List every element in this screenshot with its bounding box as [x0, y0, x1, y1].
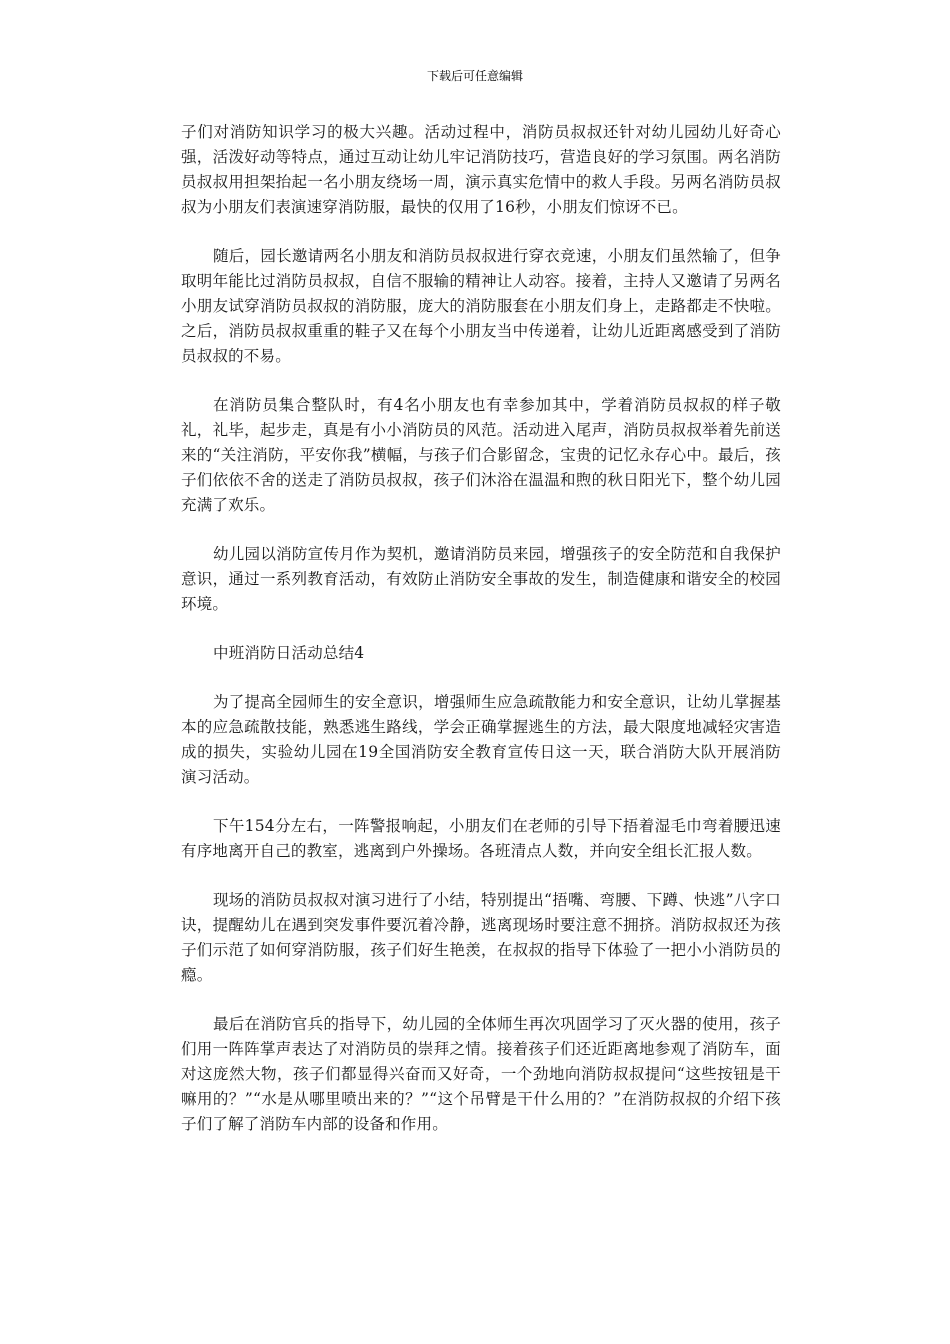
paragraph-8: 最后在消防官兵的指导下，幼儿园的全体师生再次巩固学习了灭火器的使用，孩子们用一阵阵掌声表达了对消防员的崇拜之情。接着孩子们还近距离地参观了消防车，面对这庞然大物，孩子们都显得兴奋而又好奇，一个劲地向消防叔叔提问“这些按钮是干嘛用的？”“水是从哪里喷出来的？”“这个吊臂是干什么用的？”在消防叔叔的介绍下孩子们了解了消防车内部的设备和作用。: [181, 1015, 781, 1133]
paragraph-2: 随后，园长邀请两名小朋友和消防员叔叔进行穿衣竞速，小朋友们虽然输了，但争取明年能比过消防员叔叔，自信不服输的精神让人动容。接着，主持人又邀请了另两名小朋友试穿消防员叔叔的消防服，庞大的消防服套在小朋友们身上，走路都走不快啦。之后，消防员叔叔重重的鞋子又在每个小朋友当中传递着，让幼儿近距离感受到了消防员叔叔的不易。: [181, 247, 781, 365]
paragraph-4: 幼儿园以消防宣传月作为契机，邀请消防员来园，增强孩子的安全防范和自我保护意识，通过一系列教育活动，有效防止消防安全事故的发生，制造健康和谐安全的校园环境。: [181, 545, 781, 613]
paragraph-6: 下午154分左右，一阵警报响起，小朋友们在老师的引导下捂着湿毛巾弯着腰迅速有序地离开自己的教室，逃离到户外操场。各班清点人数，并向安全组长汇报人数。: [181, 817, 781, 860]
document-body: [181, 120, 781, 1161]
download-note: 下载后可任意编辑: [426, 69, 523, 83]
section-heading: 中班消防日活动总结4: [213, 644, 365, 662]
paragraph-1: 子们对消防知识学习的极大兴趣。活动过程中，消防员叔叔还针对幼儿园幼儿好奇心强，活泼好动等特点，通过互动让幼儿牢记消防技巧，营造良好的学习氛围。两名消防员叔叔用担架抬起一名小朋友绕场一周，演示真实危情中的救人手段。另两名消防员叔叔为小朋友们表演速穿消防服，最快的仅用了16秒，小朋友们惊讶不已。: [181, 123, 781, 216]
paragraph-5: 为了提高全园师生的安全意识，增强师生应急疏散能力和安全意识，让幼儿掌握基本的应急疏散技能，熟悉逃生路线，学会正确掌握逃生的方法，最大限度地减轻灾害造成的损失，实验幼儿园在19全国消防安全教育宣传日这一天，联合消防大队开展消防演习活动。: [181, 693, 781, 786]
paragraph-7: 现场的消防员叔叔对演习进行了小结，特别提出“捂嘴、弯腰、下蹲、快逃”八字口诀，提醒幼儿在遇到突发事件要沉着冷静，逃离现场时要注意不拥挤。消防叔叔还为孩子们示范了如何穿消防服，孩子们好生艳羡，在叔叔的指导下体验了一把小小消防员的瘾。: [181, 891, 781, 984]
paragraph-3: 在消防员集合整队时，有4名小朋友也有幸参加其中，学着消防员叔叔的样子敬礼，礼毕，起步走，真是有小小消防员的风范。活动进入尾声，消防员叔叔举着先前送来的“关注消防，平安你我”横幅，与孩子们合影留念，宝贵的记忆永存心中。最后，孩子们依依不舍的送走了消防员叔叔，孩子们沐浴在温温和煦的秋日阳光下，整个幼儿园充满了欢乐。: [181, 396, 781, 514]
